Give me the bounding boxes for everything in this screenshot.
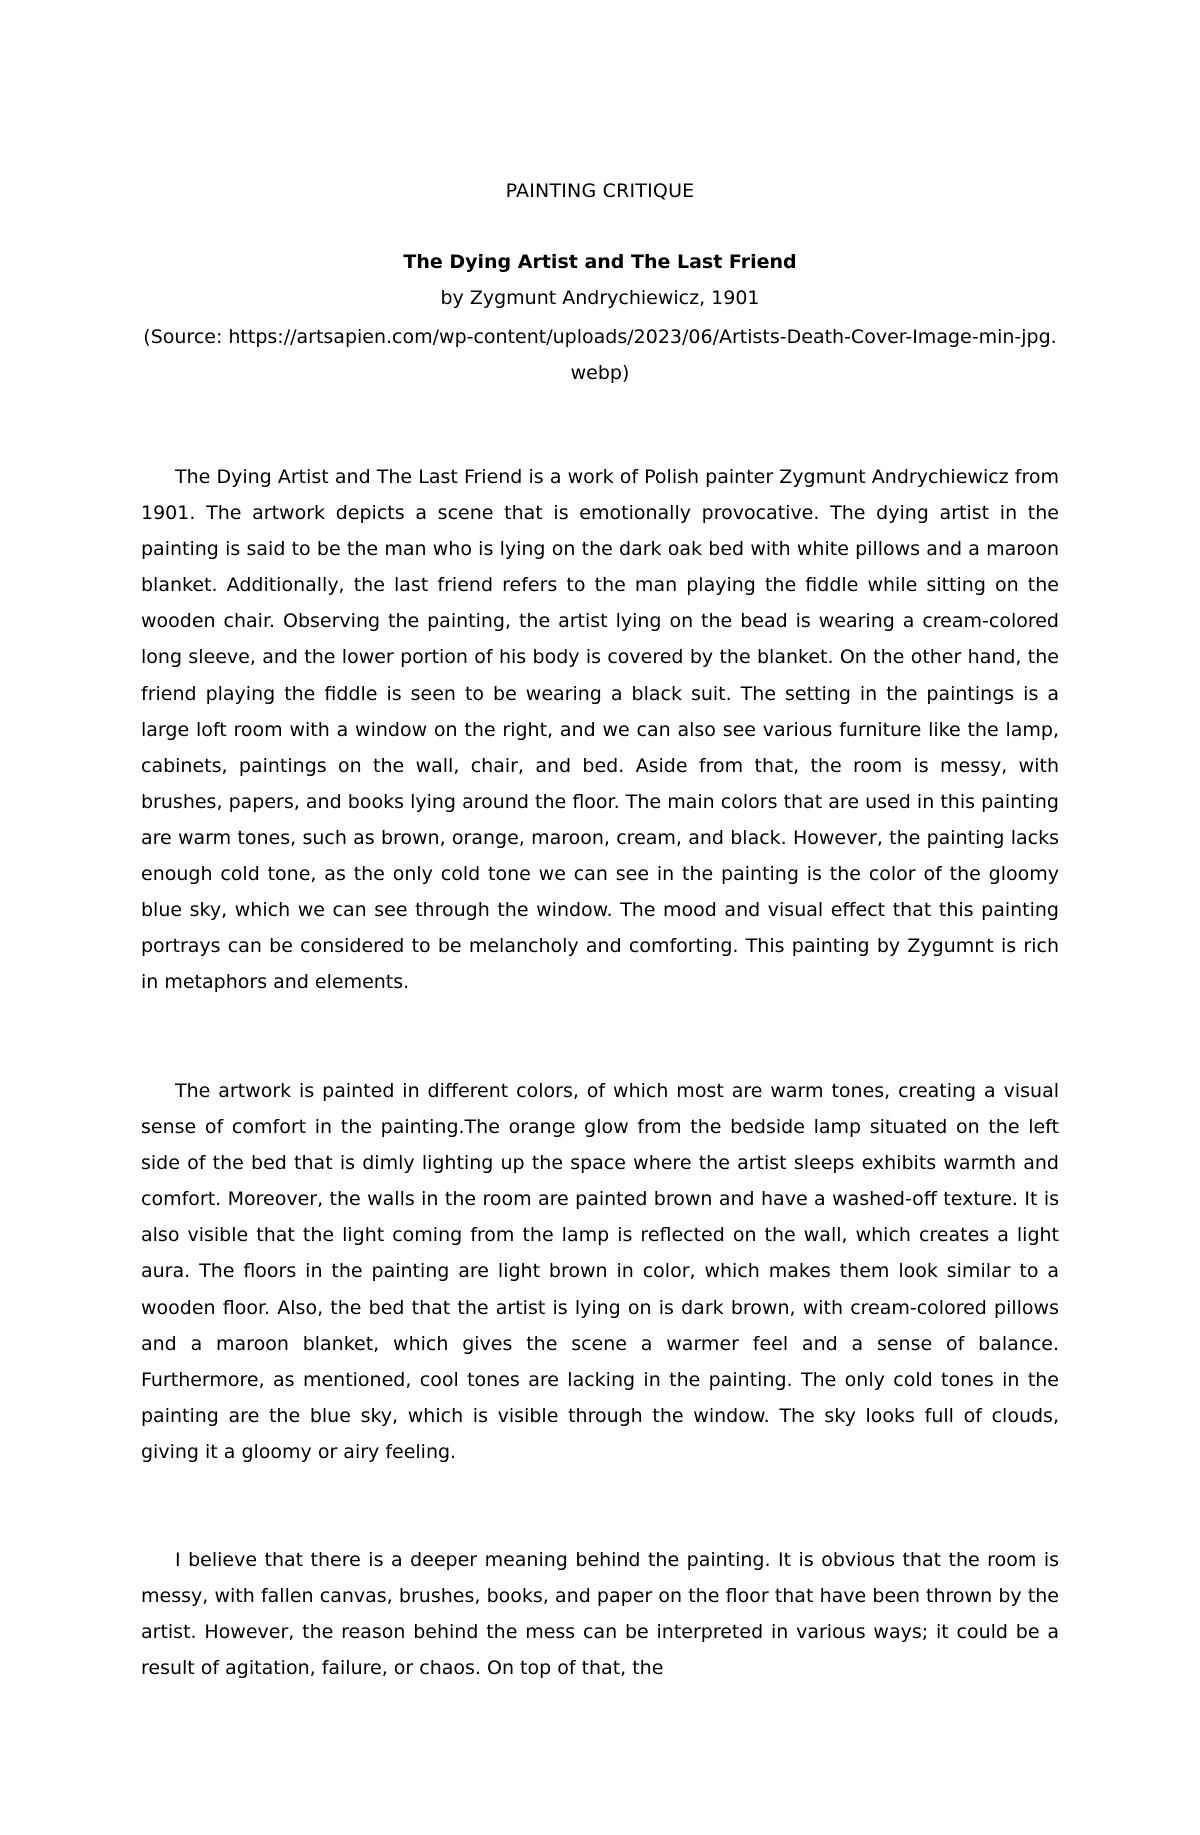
document-title: PAINTING CRITIQUE (505, 180, 695, 202)
document-page (141, 0, 1059, 1835)
body-paragraph: I believe that there is a deeper meaning behind the painting. It is obvious that the room is messy, with fallen canvas, brushes, books, and paper on the floor that have been thrown by the artist. However, the reason behind the mess can be interpreted in various ways; it could be a result of agitation, failure, or chaos. On top of that, the (141, 1549, 1059, 1680)
artwork-title: The Dying Artist and The Last Friend (403, 251, 797, 273)
body-paragraph: The Dying Artist and The Last Friend is a work of Polish painter Zygmunt Andrychiewicz from 1901. The artwork depicts a scene that is emotionally provocative. The dying artist in the painting is said to be the man who is lying on the dark oak bed with white pillows and a maroon blanket. Additionally, the last friend refers to the man playing the fiddle while sitting on the wooden chair. Observing the painting, the artist lying on the bead is wearing a cream-colored long sleeve, and the lower portion of his body is covered by the blanket. On the other hand, the friend playing the fiddle is seen to be wearing a black suit. The setting in the paintings is a large loft room with a window on the right, and we can also see various furniture like the lamp, cabinets, paintings on the wall, chair, and bed. Aside from that, the room is messy, with brushes, papers, and books lying around the floor. The main colors that are used in this painting are warm tones, such as brown, orange, maroon, cream, and black. However, the painting lacks enough cold tone, as the only cold tone we can see in the painting is the color of the gloomy blue sky, which we can see through the window. The mood and visual effect that this painting portrays can be considered to be melancholy and comforting. This painting by Zygumnt is rich in metaphors and elements. (141, 466, 1059, 994)
artwork-byline: by Zygmunt Andrychiewicz, 1901 (440, 287, 760, 309)
image-source: (Source: https://artsapien.com/wp-content/uploads/2023/06/Artists-Death-Cover-Image-min-jpg.webp) (143, 326, 1057, 384)
body-paragraph: The artwork is painted in different colors, of which most are warm tones, creating a visual sense of comfort in the painting.The orange glow from the bedside lamp situated on the left side of the bed that is dimly lighting up the space where the artist sleeps exhibits warmth and comfort. Moreover, the walls in the room are painted brown and have a washed-off texture. It is also visible that the light coming from the lamp is reflected on the wall, which creates a light aura. The floors in the painting are light brown in color, which makes them look similar to a wooden floor. Also, the bed that the artist is lying on is dark brown, with cream-colored pillows and a maroon blanket, which gives the scene a warmer feel and a sense of balance. Furthermore, as mentioned, cool tones are lacking in the painting. The only cold tones in the painting are the blue sky, which is visible through the window. The sky looks full of clouds, giving it a gloomy or airy feeling. (141, 1080, 1059, 1463)
